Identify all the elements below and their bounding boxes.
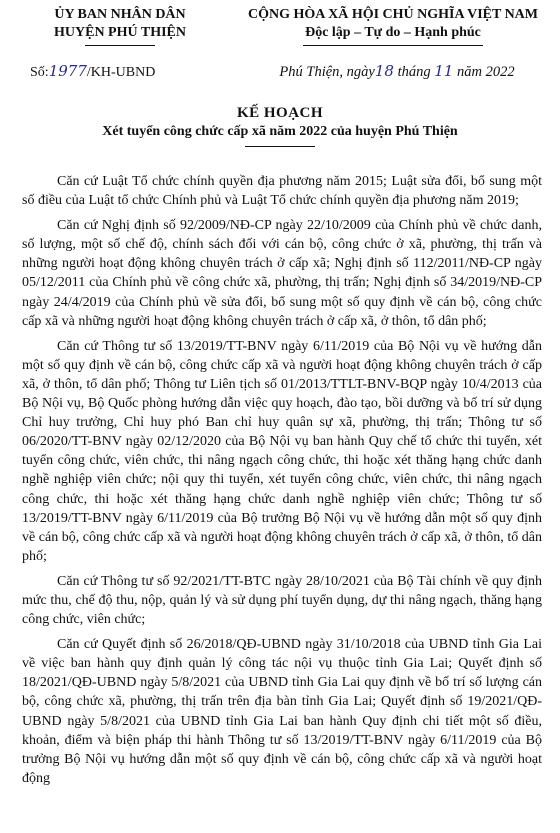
subtitle-underline: [245, 146, 315, 147]
doc-number-suffix: /KH-UBND: [86, 65, 156, 80]
doc-number-handwritten: 1977: [48, 62, 87, 80]
national-motto: Độc lập – Tự do – Hạnh phúc: [305, 25, 481, 40]
paragraph: Căn cứ Luật Tổ chức chính quyền địa phương năm 2015; Luật sửa đổi, bổ sung một số điều của Luật tổ chức Chính phủ và Luật Tổ chức chính quyền địa phương năm 2019;: [22, 174, 542, 209]
document-number: [30, 62, 155, 81]
issuing-authority: [10, 6, 230, 46]
date-year: năm 2022: [456, 64, 515, 80]
national-header: [232, 6, 554, 46]
paragraph: Căn cứ Thông tư số 13/2019/TT-BNV ngày 6/11/2019 của Bộ Nội vụ về hướng dẫn một số quy định về cán bộ, công chức cấp xã và người hoạt động không chuyên trách ở cấp xã, ở thôn, tổ dân phố; Thông tư Liên tịch số 01/2013/TTLT-BNV-BQP ngày 10/4/2013 của Bộ Nội vụ, Bộ Quốc phòng hướng dẫn việc quy hoạch, đào tạo, bồi dưỡng và bố trí sử dụng Chỉ huy trưởng, Chỉ huy phó Ban chỉ huy quân sự xã, phường, thị trấn; Thông tư số 06/2020/TT-BNV ngày 02/12/2020 của Bộ Nội vụ ban hành Quy chế tổ chức thi tuyển, xét tuyển công chức, viên chức, thi nâng ngạch công chức, thi hoặc xét thăng hạng chức danh nghề nghiệp viên chức; nội quy thi tuyển, xét tuyển công chức, viên chức, thi nâng ngạch công chức, thi hoặc xét thăng hạng chức danh nghề nghiệp viên chức; Thông tư số 13/2019/TT-BNV ngày 6/11/2019 của Bộ trưởng Bộ Nội vụ về hướng dẫn một số quy định về cán bộ, công chức cấp xã và người hoạt động không chuyên trách ở cấp xã, ở thôn, tổ dân phố;: [22, 338, 542, 564]
paragraph: Căn cứ Thông tư số 92/2021/TT-BTC ngày 28/10/2021 của Bộ Tài chính về quy định mức thu, chế độ thu, nộp, quản lý và sử dụng phí tuyển dụng, dự thi nâng ngạch, thăng hạng công chức, viên chức;: [22, 573, 542, 628]
document-title: KẾ HOẠCH: [236, 105, 324, 121]
date-day-handwritten: 18: [374, 62, 394, 80]
document-body: [22, 172, 542, 794]
date-prefix: Phú Thiện, ngày: [279, 64, 375, 80]
authority-line-1: ỦY BAN NHÂN DÂN: [54, 7, 186, 22]
authority-line-2: HUYỆN PHÚ THIỆN: [54, 25, 186, 40]
motto-underline: [303, 45, 483, 46]
authority-underline: [85, 45, 155, 46]
document-subtitle: Xét tuyển công chức cấp xã năm 2022 của huyện Phú Thiện: [102, 124, 458, 139]
date-month-word: tháng: [397, 64, 431, 80]
paragraph: Căn cứ Quyết định số 26/2018/QĐ-UBND ngày 31/10/2018 của UBND tỉnh Gia Lai về việc ban hành quy định quản lý công tác nội vụ thuộc tỉnh Gia Lai; Quyết định số 18/2021/QĐ-UBND ngày 5/8/2021 của UBND tỉnh Gia Lai quy định về bố trí số lượng cán bộ, công chức xã, phường, thị trấn trên địa bàn tỉnh Gia Lai; Quyết định số 19/2021/QĐ-UBND ngày 5/8/2021 của UBND tỉnh Gia Lai ban hành Quy định chi tiết một số điều, khoản, điểm và biện pháp thi hành Thông tư số 13/2019/TT-BNV ngày 6/11/2019 của Bộ trưởng Bộ Nội vụ hướng dẫn một số quy định về cán bộ, công chức cấp xã và người hoạt động: [22, 637, 542, 786]
nation-name: CỘNG HÒA XÃ HỘI CHỦ NGHĨA VIỆT NAM: [247, 7, 538, 22]
date-month-handwritten: 11: [434, 62, 454, 80]
place-and-date: [247, 62, 547, 81]
paragraph: Căn cứ Nghị định số 92/2009/NĐ-CP ngày 22/10/2009 của Chính phủ về chức danh, số lượng, một số chế độ, chính sách đối với cán bộ, công chức ở xã, phường, thị trấn và những người hoạt động không chuyên trách ở cấp xã; Nghị định số 112/2011/NĐ-CP ngày 05/12/2011 của Chính phủ về công chức xã, phường, thị trấn; Nghị định số 34/2019/NĐ-CP ngày 24/4/2019 của Chính phủ về sửa đổi, bổ sung một số quy định về cán bộ, công chức cấp xã và những người hoạt động không chuyên trách ở cấp xã, ở thôn, tổ dân phố;: [22, 218, 542, 329]
doc-number-prefix: Số:: [30, 65, 49, 80]
